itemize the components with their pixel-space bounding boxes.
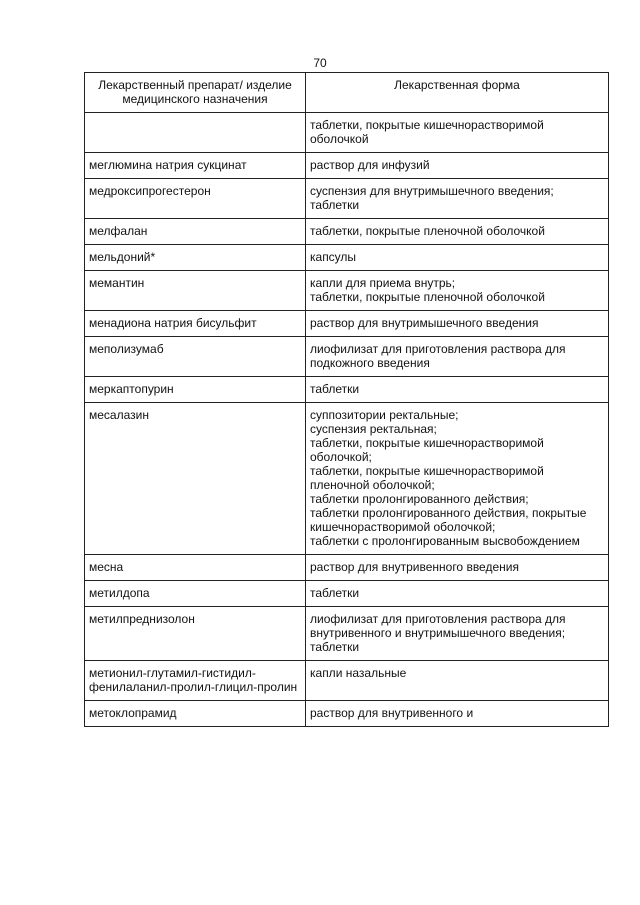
drug-name: метилпреднизолон (85, 607, 306, 661)
dosage-form: суспензия для внутримышечного введения; таблетки (306, 179, 609, 219)
drug-name: мелфалан (85, 219, 306, 245)
table-row (85, 701, 609, 727)
table-row (85, 219, 609, 245)
table-row (85, 311, 609, 337)
drug-name: месна (85, 555, 306, 581)
table-row (85, 113, 609, 153)
dosage-form: капли назальные (306, 661, 609, 701)
dosage-form: таблетки (306, 581, 609, 607)
drug-name: метоклопрамид (85, 701, 306, 727)
drug-name: мельдоний* (85, 245, 306, 271)
table-row (85, 153, 609, 179)
drug-table (84, 72, 609, 727)
page-number: 70 (313, 56, 327, 70)
drug-name: месалазин (85, 403, 306, 555)
drug-name: меполизумаб (85, 337, 306, 377)
drug-name: меркаптопурин (85, 377, 306, 403)
drug-name: менадиона натрия бисульфит (85, 311, 306, 337)
dosage-form: таблетки, покрытые пленочной оболочкой (306, 219, 609, 245)
drug-name: медроксипрогестерон (85, 179, 306, 219)
dosage-form: капсулы (306, 245, 609, 271)
drug-name: меглюмина натрия сукцинат (85, 153, 306, 179)
drug-name: мемантин (85, 271, 306, 311)
dosage-form: раствор для внутримышечного введения (306, 311, 609, 337)
header-form: Лекарственная форма (306, 73, 609, 113)
table-row (85, 661, 609, 701)
dosage-form: таблетки (306, 377, 609, 403)
table-row (85, 245, 609, 271)
table-row (85, 555, 609, 581)
table-header-row (85, 73, 609, 113)
header-drug: Лекарственный препарат/ изделие медицинского назначения (85, 73, 306, 113)
table-row (85, 179, 609, 219)
dosage-form: раствор для инфузий (306, 153, 609, 179)
dosage-form: лиофилизат для приготовления раствора для внутривенного и внутримышечного введения; таблетки (306, 607, 609, 661)
drug-name: метилдопа (85, 581, 306, 607)
table-row (85, 337, 609, 377)
table-row (85, 403, 609, 555)
table-row (85, 377, 609, 403)
dosage-form: лиофилизат для приготовления раствора для подкожного введения (306, 337, 609, 377)
table-row (85, 607, 609, 661)
dosage-form: суппозитории ректальные; суспензия ректальная; таблетки, покрытые кишечнорастворимой оболочкой; таблетки, покрытые кишечнорастворимой пленочной оболочкой; таблетки пролонгированного действия; таблетки пролонгированного действия, покрытые кишечнорастворимой оболочкой; таблетки с пролонгированным высвобождением (306, 403, 609, 555)
table-row (85, 271, 609, 311)
dosage-form: раствор для внутривенного введения (306, 555, 609, 581)
dosage-form: раствор для внутривенного и (306, 701, 609, 727)
drug-name: метионил-глутамил-гистидил-фенилаланил-пролил-глицил-пролин (85, 661, 306, 701)
dosage-form: капли для приема внутрь; таблетки, покрытые пленочной оболочкой (306, 271, 609, 311)
drug-name (85, 113, 306, 153)
dosage-form: таблетки, покрытые кишечнорастворимой оболочкой (306, 113, 609, 153)
table-row (85, 581, 609, 607)
